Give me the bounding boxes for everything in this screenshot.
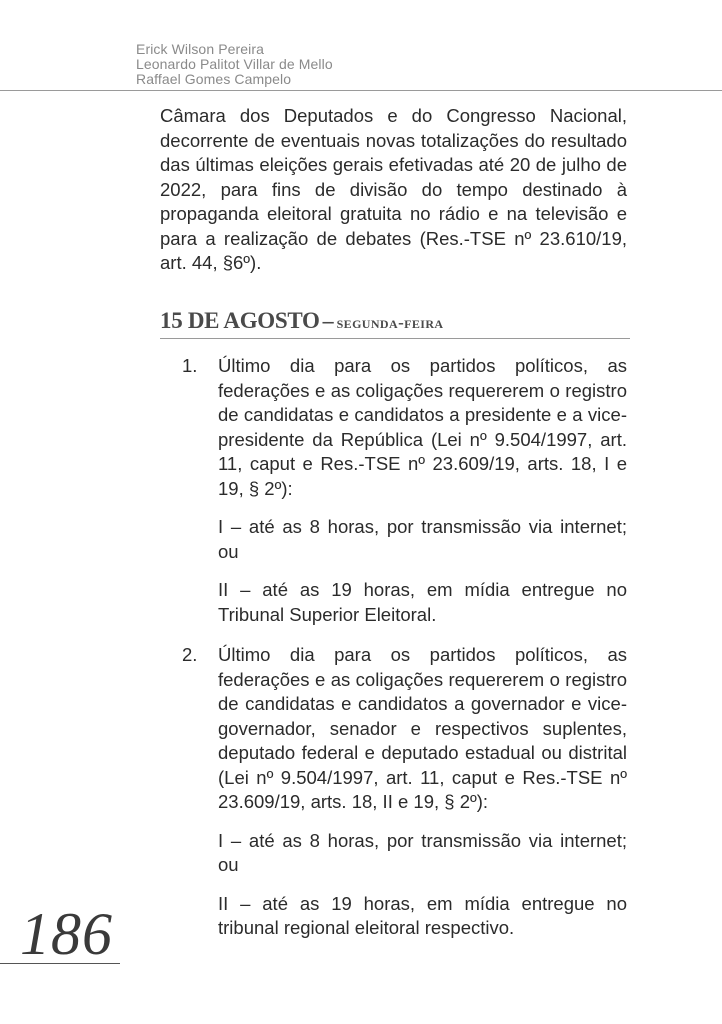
header-divider [0,90,722,91]
list-item [160,354,627,627]
section-date: 15 DE AGOSTO [160,308,320,333]
section-dash: – [322,308,334,333]
page-number: 186 [20,901,113,967]
section-weekday: segunda-feira [336,313,444,332]
item-subclause-i: I – até as 8 horas, por transmissão via internet; ou [218,516,627,562]
item-number: 2. [182,644,198,665]
intro-paragraph: Câmara dos Deputados e do Congresso Nacional, decorrente de eventuais novas totalizações do resultado das últimas eleições gerais efetivadas até 20 de julho de 2022, para fins de divisão do tempo destinado à propaganda eleitoral gratuita no rádio e na televisão e para a realização de debates (Res.-TSE nº 23.610/19, art. 44, §6º). [160,105,627,273]
author-name: Erick Wilson Pereira [136,41,265,57]
list-item [160,643,627,941]
item-subclause-ii: II – até as 19 horas, em mídia entregue no tribunal regional eleitoral respectivo. [218,892,627,938]
author-name: Raffael Gomes Campelo [136,71,292,87]
running-header [136,42,333,87]
page-number-rule [0,963,120,964]
item-list [160,354,627,955]
item-text: Último dia para os partidos políticos, as federações e as coligações requererem o registro de candidatas e candidatos a governador e vice-governador, senador e respectivos suplentes, deputado federal e deputado estadual ou distrital (Lei nº 9.504/1997, art. 11, caput e Res.-TSE nº 23.609/19, arts. 18, II e 19, § 2º): [218,644,627,812]
section-heading [160,308,630,339]
item-subclause-i: I – até as 8 horas, por transmissão via internet; ou [218,829,627,875]
item-number: 1. [182,355,198,376]
item-text: Último dia para os partidos políticos, as federações e as coligações requererem o registro de candidatas e candidatos a presidente e a vice-presidente da República (Lei nº 9.504/1997, art. 11, caput e Res.-TSE nº 23.609/19, arts. 18, I e 19, § 2º): [218,355,627,499]
author-name: Leonardo Palitot Villar de Mello [136,56,333,72]
item-subclause-ii: II – até as 19 horas, em mídia entregue no Tribunal Superior Eleitoral. [218,579,627,625]
